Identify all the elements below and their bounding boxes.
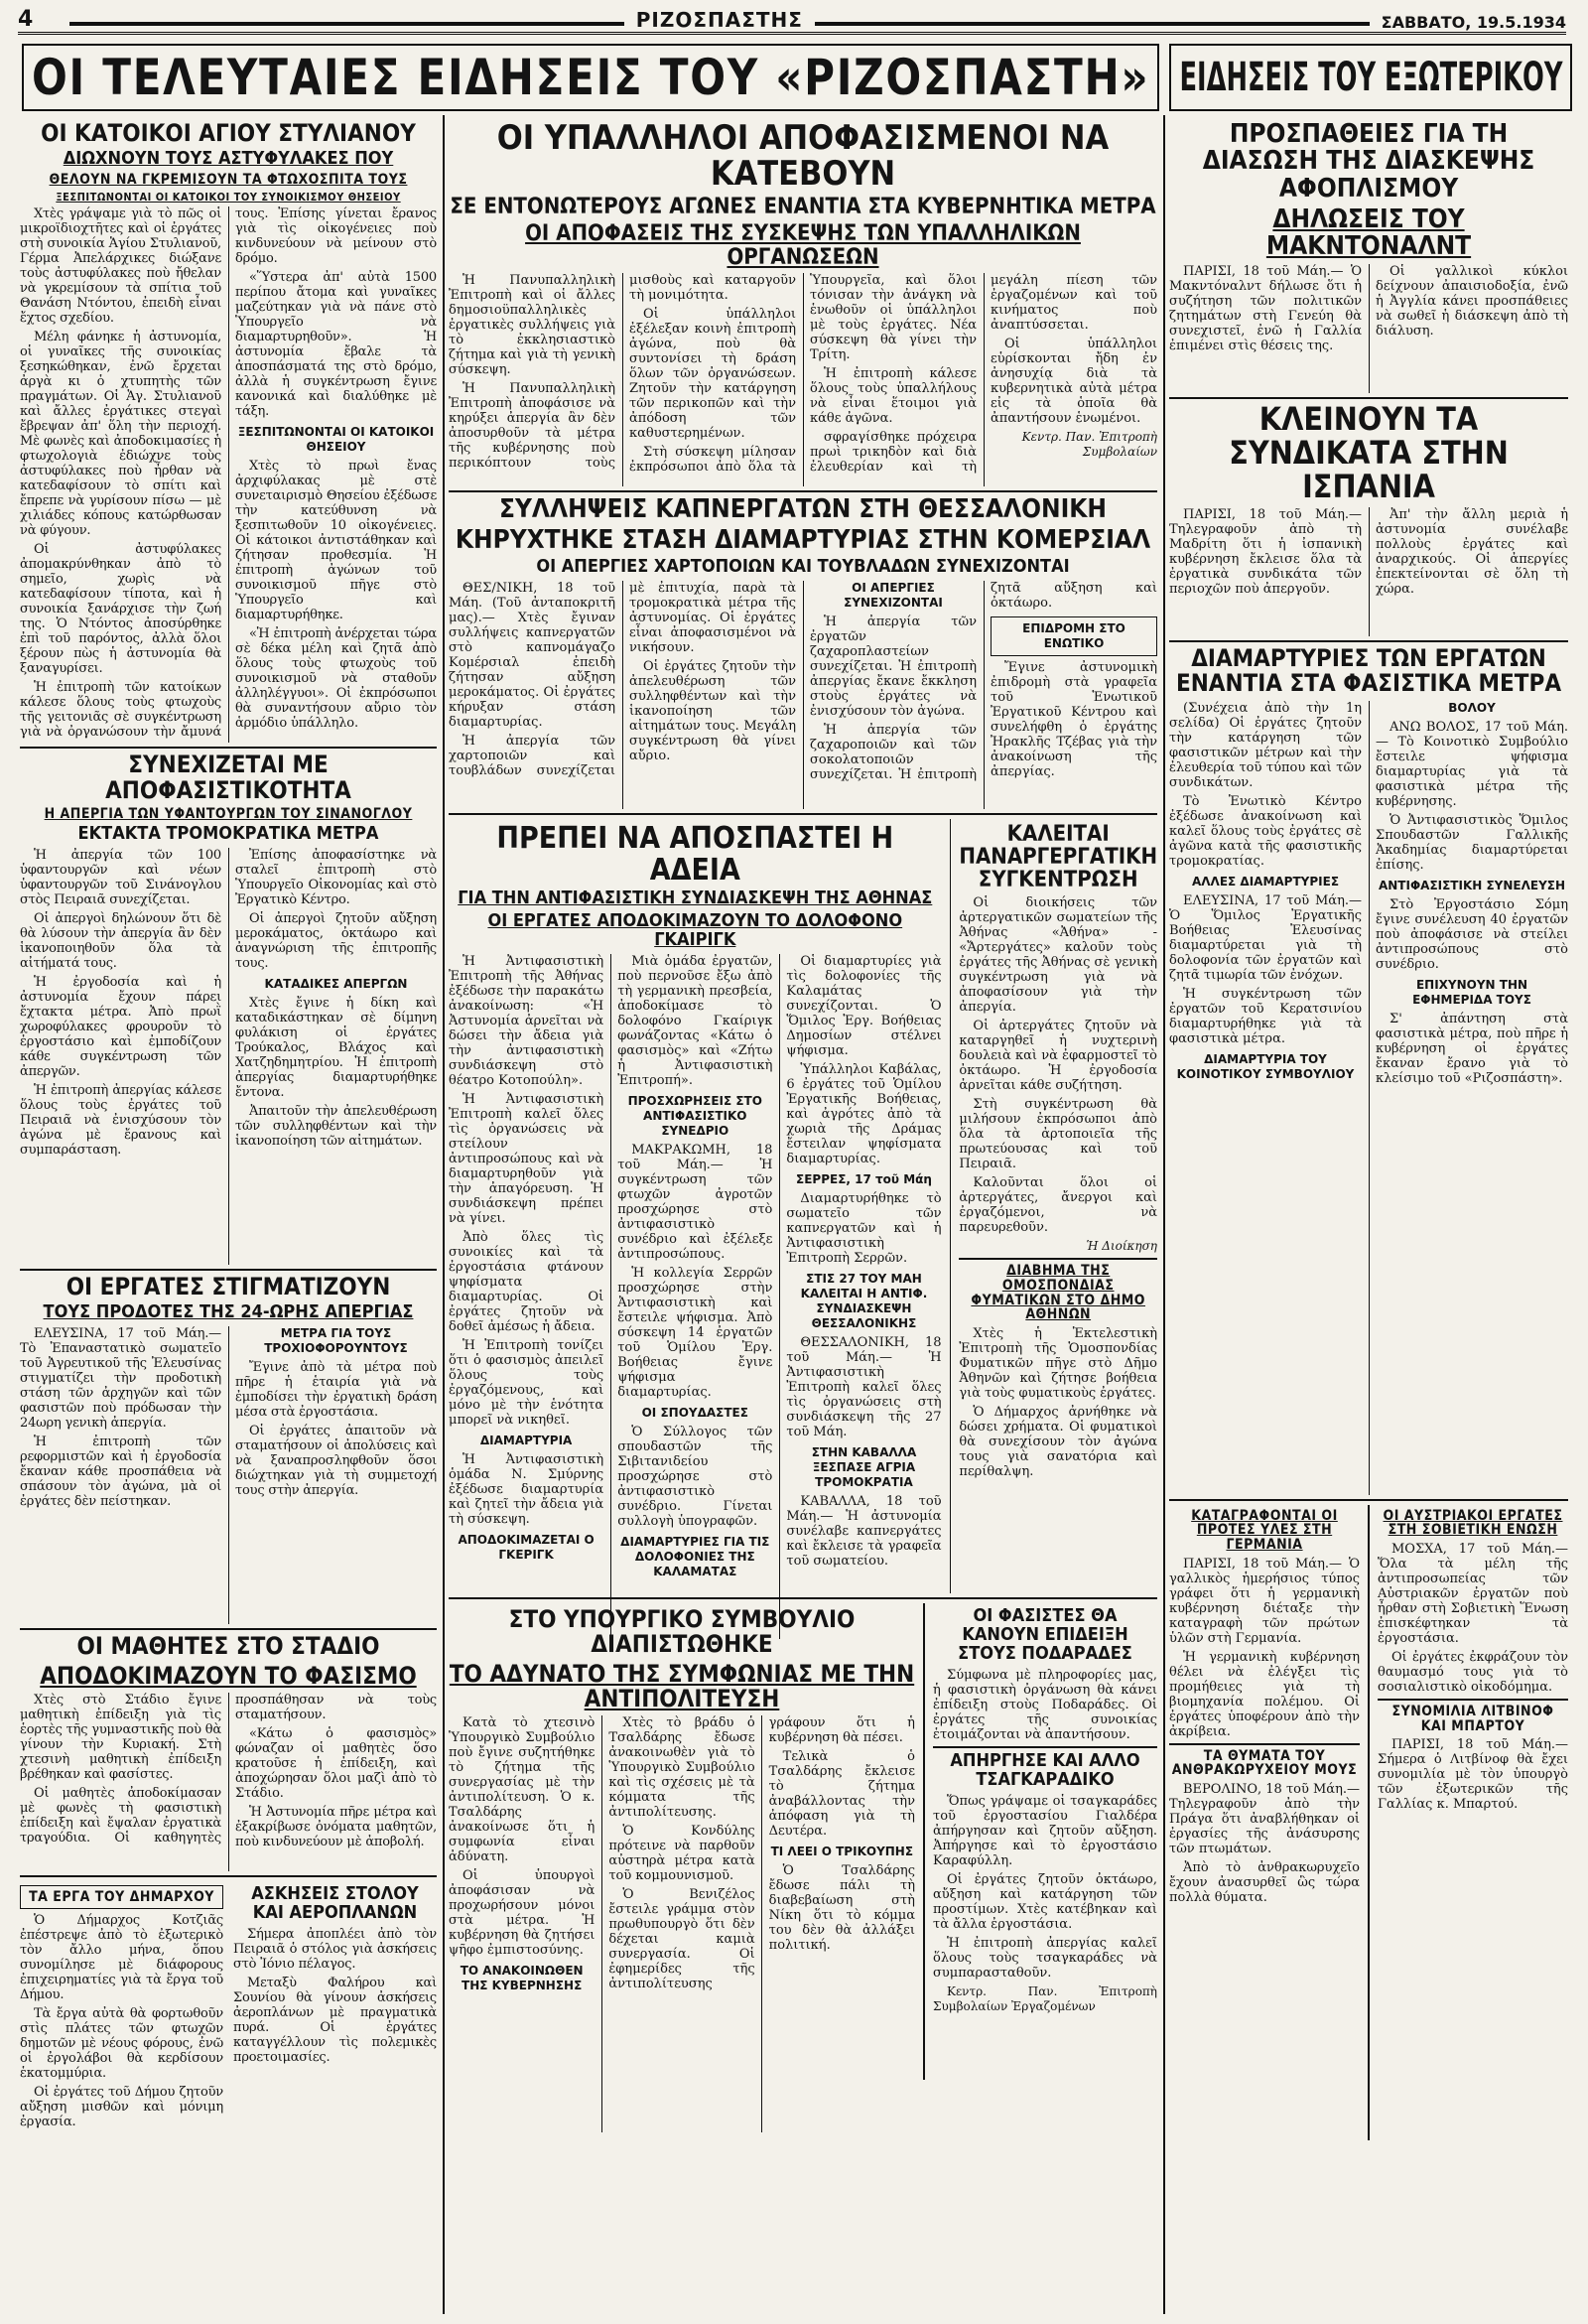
article-antifascist-conference	[449, 819, 942, 1593]
paragraph: Στὸ Ἐργοστάσιο Σόμη ἔγινε συνέλευση 40 ἐργατῶν ποὺ ἀποφάσισε νὰ στείλει ἀντιπροσώπους στὸ συνέδριο.	[1376, 896, 1568, 972]
section-subhead: ΔΙΑΜΑΡΤΥΡΙΑ ΤΟΥ ΚΟΙΝΟΤΙΚΟΥ ΣΥΜΒΟΥΛΙΟΥ ΒΟΛΟΥ	[1176, 700, 1496, 1081]
column-rule	[950, 819, 952, 1593]
section-rule	[20, 1269, 437, 1271]
section-rule	[449, 1597, 1157, 1599]
masthead-rule	[69, 22, 624, 26]
article-cabinet-council	[449, 1603, 915, 2132]
paragraph: Ἐπίσης ἀποφασίστηκε νὰ σταλεῖ ἐπιτροπὴ στὸ Ὑπουργεῖο Οἰκονομίας καὶ στὸ Ἐργατικὸ Κέντρο.	[235, 848, 437, 908]
section-subhead: ΣΕΡΡΕΣ, 17 τοῦ Μάη	[796, 1171, 932, 1186]
paragraph: Οἱ ἀπεργοὶ δηλώνουν ὅτι δὲ θὰ λύσουν τὴν ἀπεργία ἂν δὲν ἱκανοποιηθοῦν ὅλα τὰ αἰτήματά τους.	[20, 911, 221, 972]
paragraph: Οἱ γαλλικοὶ κύκλοι δείχνουν ἀπαισιοδοξία, ἐνῶ ἡ Ἀγγλία κάνει προσπάθειες νὰ σωθεῖ ἡ διάσκεψη ἀπὸ τὴ διάλυση.	[1376, 264, 1568, 340]
paragraph: Χτὲς γράψαμε γιὰ τὸ πῶς οἱ μικροϊδιοχτῆτες καὶ οἱ ἐργάτες στὴ συνοικία Ἁγίου Στυλιανοῦ, Γέρμα Ἀπελάρχικες διώξανε τοὺς ἀστυφύλακες ποὺ ἤθελαν νὰ γκρεμίσουν τὰ σπίτια τοῦ Θανάση Ντόντου, ἐπειδὴ εἶναι ἔχτος σχεδίου.	[20, 206, 221, 327]
paragraph: Ἡ ἐργοδοσία καὶ ἡ ἀστυνομία ἔχουν πάρει ἔχτακτα μέτρα. Ἀπὸ πρωῒ χωροφύλακες φρουροῦν τὸ ἐργοστάσιο καὶ ἐμποδίζουν κάθε συγκέντρωση τῶν ἀπεργῶν.	[20, 975, 221, 1080]
foreign-banner-title: ΕΙΔΗΣΕΙΣ ΤΟΥ ΕΞΩΤΕΡΙΚΟΥ	[1179, 55, 1563, 100]
section-subhead: ΕΠΙΧΥΝΟΥΝ ΤΗΝ ΕΦΗΜΕΡΙΔΑ ΤΟΥΣ	[1412, 977, 1531, 1007]
section-subhead: ΔΙΑΜΑΡΤΥΡΙΕΣ ΓΙΑ ΤΙΣ ΔΟΛΟΦΟΝΙΕΣ ΤΗΣ ΚΑΛΑΜΑΤΑΣ	[620, 1534, 770, 1578]
paragraph: Σύμφωνα μὲ πληροφορίες μας, ἡ φασιστικὴ ὀργάνωση θὰ κάνει ἐπίδειξη στοὺς Ποδαράδες. Οἱ ἐργάτες τῆς συνοικίας ἑτοιμάζονται νὰ ἀπαντήσουν.	[933, 1667, 1157, 1742]
paragraph: Ἡ συγκέντρωση τῶν ἐργατῶν τοῦ Κερατσινίου διαμαρτυρήθηκε γιὰ τὰ φασιστικὰ μέτρα.	[1169, 986, 1362, 1046]
headline: ΣΥΝΟΜΙΛΙΑ ΛΙΤΒΙΝΟΦ ΚΑΙ ΜΠΑΡΤΟΥ	[1391, 1704, 1554, 1734]
article-litvinov-barthou	[1378, 1705, 1568, 1812]
center-bottom-side	[933, 1603, 1157, 2132]
paragraph: ΚΑΒΑΛΛΑ, 18 τοῦ Μάη.— Ἡ ἀστυνομία συνέλαβε καπνεργάτες καὶ ἔκλεισε τὰ γραφεῖα τοῦ σωματείου.	[786, 1493, 942, 1569]
article-shoemakers-strike	[933, 1749, 1157, 1981]
paragraph: Ἡ ἀπεργία τῶν ἐργατῶν ζαχαροπλαστείων συνεχίζεται. Ἡ ἐπιτροπὴ ἀπεργίας ἔκανε ἔκκληση στοὺς ἐργάτες νὰ ἐνισχύσουν τὸν ἀγώνα.	[810, 615, 977, 720]
paragraph: Χτὲς τὸ πρωὶ ἔνας ἀρχιφύλακας μὲ στὲ συνεταιρισμὸ Θησείου ἐξέδωσε τὴν κατεύθυνση νὰ ξεσπιτωθοῦν 10 οἰκογένειες. Οἱ κάτοικοι ἀντιστάθηκαν καὶ ζήτησαν προθεσμία. Ἡ ἐπιτροπὴ ἀγώνων τοῦ συνοικισμοῦ πῆγε στὸ Ὑπουργεῖο καὶ διαμαρτυρήθηκε.	[235, 459, 437, 623]
paragraph: Σήμερα ἀποπλέει ἀπὸ τὸν Πειραιᾶ ὁ στόλος γιὰ ἀσκήσεις στὸ Ἰόνιο πέλαγος.	[233, 1926, 437, 1972]
article-tobacco-arrests	[449, 493, 1157, 809]
section-subhead: ΣΤΙΣ 27 ΤΟΥ ΜΑΗ ΚΑΛΕΙΤΑΙ Η ΑΝΤΙΦ. ΣΥΝΔΙΑΣΚΕΨΗ ΘΕΣΣΑΛΟΝΙΚΗΣ	[800, 1271, 928, 1330]
article-body	[449, 581, 1157, 809]
section-subhead: ΔΙΑΜΑΡΤΥΡΙΑ	[479, 1433, 573, 1447]
headline: ΣΥΛΛΗΨΕΙΣ ΚΑΠΝΕΡΓΑΤΩΝ ΣΤΗ ΘΕΣΣΑΛΟΝΙΚΗ	[498, 493, 1107, 524]
subheadline: ΞΕΣΠΙΤΩΝΟΝΤΑΙ ΟΙ ΚΑΤΟΙΚΟΙ ΤΟΥ ΣΥΝΟΙΚΙΣΜΟΥ ΘΗΣΕΙΟΥ	[56, 190, 401, 204]
article-agios-stylianos	[20, 121, 437, 743]
paragraph: Κεντρ. Παν. Ἐπιτροπὴ Συμβολαίων Ἐργαζομένων	[933, 1983, 1157, 2013]
section-rule	[449, 490, 1157, 492]
section-rule	[1169, 1499, 1568, 1501]
paragraph: Ἡ ἐπιτροπὴ τῶν ρεφορμιστῶν καὶ ἡ ἐργοδοσία ἔκαναν κάθε προσπάθεια νὰ σπάσουν τὸν ἀγώνα, μὰ οἱ ἐργάτες δὲν πείστηκαν.	[20, 1435, 221, 1510]
paragraph: «Ὕστερα ἀπ' αὐτὰ 1500 περίπου ἄτομα καὶ γυναῖκες μαζεύτηκαν γιὰ νὰ πάνε στὸ Ὑπουργεῖο νὰ διαμαρτυρηθοῦν». Ἡ ἀστυνομία ἔβαλε τὰ ἀποσπάσματά της στὸ δρόμο, ἀλλὰ ἡ συγκέντρωση ἔγινε κανονικά καὶ διαλύθηκε μὲ τάξη.	[235, 270, 437, 420]
section-subhead: ΣΤΗΝ ΚΑΒΑΛΛΑ ΞΕΣΠΑΣΕ ΑΓΡΙΑ ΤΡΟΜΟΚΡΑΤΙΑ	[811, 1444, 917, 1489]
masthead-rule	[815, 22, 1370, 26]
paragraph: Καλοῦνται ὅλοι οἱ ἀρτεργάτες, ἄνεργοι καὶ ἐργαζόμενοι, νὰ παρευρεθοῦν.	[959, 1175, 1157, 1236]
paragraph: Ἡ ἐπιτροπὴ κάλεσε ὅλους τοὺς ὑπαλλήλους νὰ εἶναι ἕτοιμοι γιὰ κάθε ἀγῶνα.	[810, 365, 977, 426]
paragraph: Οἱ ἐργάτες τοῦ Δήμου ζητοῦν αὔξηση μισθῶν καὶ μόνιμη ἐργασία.	[20, 2085, 223, 2130]
article-austrian-workers	[1378, 1509, 1568, 1695]
section-rule	[1378, 1699, 1568, 1701]
paragraph: Ἡ ἐπιτροπὴ ἀπεργίας καλεῖ ὅλους τοὺς τσαγκαράδες νὰ συμπαρασταθοῦν.	[933, 1935, 1157, 1981]
headline: ΟΙ ΥΠΑΛΛΗΛΟΙ ΑΠΟΦΑΣΙΣΜΕΝΟΙ ΝΑ ΚΑΤΕΒΟΥΝ	[496, 118, 1110, 194]
paragraph: Χτὲς τὸ βράδυ ὁ Τσαλδάρης ἔδωσε ἀνακοινωθὲν γιὰ τὸ Ὑπουργικὸ Συμβούλιο καὶ τὶς σχέσεις μὲ τὰ κόμματα τῆς ἀντιπολίτευσης.	[608, 1714, 755, 1820]
paragraph: Ὅπως γράψαμε οἱ τσαγκαράδες τοῦ ἐργοστασίου Γιαλδέρα ἀπήργησαν καὶ ζητοῦν αὔξηση. Ἀπήργησε καὶ τὸ ἐργοστάσιο Καραφύλλη.	[933, 1793, 1157, 1868]
article-students-stadium	[20, 1634, 437, 1870]
signature: Κεντρ. Παν. Ἐπιτροπὴ Συμβολαίων	[1021, 429, 1157, 459]
headline: ΣΥΝΕΧΙΖΕΤΑΙ ΜΕ ΑΠΟΦΑΣΙΣΤΙΚΟΤΗΤΑ	[105, 751, 351, 804]
paragraph: Ἡ Ἀστυνομία πῆρε μέτρα καὶ ἐξακρίβωσε ὀνόματα μαθητῶν, ποὺ κινδυνεύουν μὲ ἀποβολή.	[235, 1804, 437, 1849]
paragraph: Ἔγινε ἀστυνομικὴ ἐπιδρομὴ στὰ γραφεῖα τοῦ Ἑνωτικοῦ Ἐργατικοῦ Κέντρου καὶ συνελήφθη ὁ ἐργάτης Ἠρακλῆς Τζέβας γιὰ τὴν ἀνακοίνωση τῆς ἀπεργίας.	[991, 660, 1157, 780]
section-rule	[1169, 640, 1568, 642]
paragraph: Ἔγινε ἀπὸ τὰ μέτρα ποὺ πῆρε ἡ ἑταιρία γιὰ νὰ ἐμποδίσει τὴν ἐργατικὴ δράση μέσα στὰ ἐργοστάσια.	[235, 1360, 437, 1421]
paragraph: ΠΑΡΙΣΙ, 18 τοῦ Μάη.— Σήμερα ὁ Λιτβίνοφ θὰ ἔχει συνομιλία μὲ τὸν ὑπουργὸ τῶν ἐξωτερικῶν τῆς Γαλλίας κ. Μπαρτού.	[1378, 1737, 1568, 1813]
paragraph: ΕΛΕΥΣΙΝΑ, 17 τοῦ Μάη.— Ὁ Ὅμιλος Ἐργατικῆς Βοήθειας Ἐλευσίνας διαμαρτύρεται γιὰ τὴ δολοφονία τῶν ἐργατῶν καὶ ζητᾶ τιμωρία τῶν ἐνόχων.	[1169, 892, 1362, 983]
section-subhead: ΑΛΛΕΣ ΔΙΑΜΑΡΤΥΡΙΕΣ	[1191, 874, 1340, 889]
section-rule	[1169, 397, 1568, 399]
paragraph: Οἱ ὑπάλληλοι ἐξέλεξαν κοινὴ ἐπιτροπὴ ἀγώνα, ποὺ θὰ συντονίσει τὴ δράση ὅλων τῶν ὀργανώσεων. Ζητοῦν τὴν κατάργηση τῶν περικοπῶν καὶ τὴν ἀπόδοση τῶν καθυστερημένων.	[629, 306, 796, 441]
subheadline: ΤΟ ΑΔΥΝΑΤΟ ΤΗΣ ΣΥΜΦΩΝΙΑΣ ΜΕ ΤΗΝ ΑΝΤΙΠΟΛΙΤΕΥΣΗ	[449, 1659, 915, 1712]
column-rule	[923, 1603, 925, 2080]
section-subhead: ΤΟ ΑΝΑΚΟΙΝΩΘΕΝ ΤΗΣ ΚΥΒΕΡΝΗΣΗΣ	[460, 1963, 584, 1992]
paragraph: (Συνέχεια ἀπὸ τὴν 1η σελίδα) Οἱ ἐργάτες ζητοῦν τὴν κατάργηση τῶν φασιστικῶν μέτρων καὶ τὴν ἐλευθερία τοῦ τύπου καὶ τῶν συνδικάτων.	[1169, 700, 1362, 790]
right-bottom-left	[1169, 1505, 1360, 2140]
headline: ΟΙ ΦΑΣΙΣΤΕΣ ΘΑ ΚΑΝΟΥΝ ΕΠΙΔΕΙΞΗ ΣΤΟΥΣ ΠΟΔΑΡΑΔΕΣ	[958, 1605, 1132, 1664]
subheadline: ΑΠΟΔΟΚΙΜΑΖΟΥΝ ΤΟ ΦΑΣΙΣΜΟ	[40, 1661, 417, 1690]
paragraph: Οἱ μαθητὲς ἀποδοκίμασαν μὲ φωνὲς τὴ φασιστικὴ ἐπίδειξη καὶ ἔψαλαν ἐργατικὰ τραγούδια. Οἱ καθηγητὲς προσπάθησαν νὰ τοὺς σταματήσουν.	[20, 1692, 437, 1846]
headline: ΤΑ ΘΥΜΑΤΑ ΤΟΥ ΑΝΘΡΑΚΩΡΥΧΕΙΟΥ ΜΟΥΣ	[1171, 1747, 1358, 1779]
page-number: 4	[18, 7, 34, 32]
paragraph: Στὴ σύσκεψη μίλησαν ἐκπρόσωποι ἀπὸ ὅλα τὰ Ὑπουργεῖα, καὶ ὅλοι τόνισαν τὴν ἀνάγκη νὰ ἑνωθοῦν οἱ ὑπάλληλοι μὲ τοὺς ἐργάτες. Νέα σύσκεψη θὰ γίνει τὴν Τρίτη.	[629, 272, 977, 475]
headline: ΔΙΑΜΑΡΤΥΡΙΕΣ ΤΩΝ ΕΡΓΑΤΩΝ ΕΝΑΝΤΙΑ ΣΤΑ ΦΑΣΙΣΤΙΚΑ ΜΕΤΡΑ	[1175, 644, 1562, 698]
paragraph: Ὁ Κονδύλης πρότεινε νὰ παρθοῦν αὐστηρὰ μέτρα κατὰ τοῦ κομμουνισμοῦ.	[608, 1823, 755, 1883]
paragraph: Ἡ ἀπεργία τῶν 100 ὑφαντουργῶν καὶ νέων ὑφαντουργῶν τοῦ Σινάνογλου στὸς Πειραιᾶ συνεχίζεται.	[20, 848, 221, 908]
center-bottom-row	[449, 1603, 1157, 2132]
paragraph: Ἡ ἐπιτροπὴ τῶν κατοίκων κάλεσε ὅλους τοὺς φτωχοὺς τῆς γειτονιᾶς σὲ συγκέντρωση γιὰ νὰ ὀργανώσουν τὴν ἄμυνά τους. Ἐπίσης γίνεται ἔρανος γιὰ τὶς οἰκογένειες ποὺ κινδυνεύουν νὰ μείνουν στὸ δρόμο.	[20, 206, 437, 741]
headline: ΑΣΚΗΣΕΙΣ ΣΤΟΛΟΥ ΚΑΙ ΑΕΡΟΠΛΑΝΩΝ	[251, 1882, 419, 1923]
headline: ΟΙ ΑΥΣΤΡΙΑΚΟΙ ΕΡΓΑΤΕΣ ΣΤΗ ΣΟΒΙΕΤΙΚΗ ΕΝΩΣΗ	[1383, 1507, 1563, 1539]
paragraph: «Κάτω ὁ φασισμὸς» φώναζαν οἱ μαθητὲς ὅσο κρατοῦσε ἡ ἐπίδειξη, καὶ ἀποχώρησαν ὅλοι μαζὶ ἀπὸ τὸ Στάδιο.	[235, 1725, 437, 1801]
paragraph: ΠΑΡΙΣΙ, 18 τοῦ Μάη.— Ὁ Μακντόναλντ δήλωσε ὅτι ἡ συζήτηση τῶν πολιτικῶν ζητημάτων στὴ Γενεύη θὰ συνεχιστεῖ, ἐνῶ ἡ Γαλλία ἐπιμένει στὶς θέσεις της.	[1169, 264, 1362, 354]
section-subhead: ΑΝΤΙΦΑΣΙΣΤΙΚΗ ΣΥΝΕΛΕΥΣΗ	[1378, 878, 1566, 892]
headline: ΚΑΤΑΓΡΑΦΟΝΤΑΙ ΟΙ ΠΡΟΤΕΣ ΥΛΕΣ ΣΤΗ ΓΕΡΜΑΝΙΑ	[1191, 1507, 1338, 1554]
article-civil-servants	[449, 118, 1157, 486]
paragraph: Ἀπαιτοῦν τὴν ἀπελευθέρωση τῶν συλληφθέντων καὶ τὴν ἱκανοποίηση τῶν αἰτημάτων.	[235, 1104, 437, 1150]
headline: ΟΙ ΚΑΤΟΙΚΟΙ ΑΓΙΟΥ ΣΤΥΛΙΑΝΟΥ	[41, 119, 416, 147]
paragraph: Τὸ Ἑνωτικὸ Κέντρο ἐξέδωσε ἀνακοίνωση καὶ καλεῖ ὅλους τοὺς ἐργάτες σὲ ἀγῶνα κατὰ τῆς φασιστικῆς τρομοκρατίας.	[1169, 793, 1362, 869]
subheadline: ΤΟΥΣ ΠΡΟΔΟΤΕΣ ΤΗΣ 24-ΩΡΗΣ ΑΠΕΡΓΙΑΣ	[43, 1301, 414, 1323]
article-body	[20, 848, 437, 1265]
paragraph: Ἡ γερμανικὴ κυβέρνηση θέλει νὰ ἐλέγξει τὶς προμήθειες γιὰ τὴ βιομηχανία πολέμου. Οἱ ἐργάτες ὑποφέρουν ἀπὸ τὴν ἀκρίβεια.	[1169, 1649, 1360, 1739]
paragraph: ΠΑΡΙΣΙ, 18 τοῦ Μάη.— Ὁ γαλλικὸς ἡμερήσιος τύπος γράφει ὅτι ἡ γερμανικὴ κυβέρνηση διέταξε τὴν καταγραφὴ τῶν πρώτων ὑλῶν στὴ Γερμανία.	[1169, 1556, 1360, 1646]
paragraph: Τελικὰ ὁ Τσαλδάρης ἔκλεισε τὸ ζήτημα ἀναβάλλοντας τὴν ἀπόφαση γιὰ τὴ Δευτέρα.	[768, 1748, 915, 1839]
section-subhead: ΜΕΤΡΑ ΓΙΑ ΤΟΥΣ ΤΡΟΧΙΟΦΟΡΟΥΝΤΟΥΣ	[264, 1326, 408, 1356]
paragraph: Ἡ ἀπεργία τῶν χαρτοποιῶν καὶ τουβλάδων συνεχίζεται μὲ ἐπιτυχία, παρὰ τὰ τρομοκρατικὰ μέτρα τῆς ἀστυνομίας. Οἱ ἐργάτες εἶναι ἀποφασισμένοι νὰ νικήσουν.	[449, 581, 796, 779]
article-body	[20, 1326, 437, 1624]
paragraph: Ἡ κολλεγία Σερρῶν προσχώρησε στὴν Ἀντιφασιστικὴ καὶ ἔστειλε ψήφισμα. Ἀπὸ σύσκεψη 14 ἐργατῶν τοῦ Ὁμίλου Ἐργ. Βοήθειας ἔγινε ψήφισμα διαμαρτυρίας.	[617, 1265, 773, 1400]
section-subhead: ΠΡΟΣΧΩΡΗΣΕΙΣ ΣΤΟ ΑΝΤΙΦΑΣΙΣΤΙΚΟ ΣΥΝΕΔΡΙΟ	[627, 1093, 762, 1138]
section-rule	[1169, 1743, 1360, 1745]
article-mine-victims	[1169, 1749, 1360, 1905]
headline: ΟΙ ΜΑΘΗΤΕΣ ΣΤΟ ΣΤΑΔΙΟ	[76, 1632, 380, 1661]
paragraph: ΒΕΡΟΛΙΝΟ, 18 τοῦ Μάη.— Τηλεγραφοῦν ἀπὸ τὴν Πράγα ὅτι ἀναβλήθηκαν οἱ ἐργασίες τῆς ἀνάσυρσης τῶν πτωμάτων.	[1169, 1782, 1361, 1857]
subheadline: Η ΑΠΕΡΓΙΑ ΤΩΝ ΥΦΑΝΤΟΥΡΓΩΝ ΤΟΥ ΣΙΝΑΝΟΓΛΟΥ	[44, 805, 413, 822]
boxed-subhead: ΕΠΙΔΡΟΜΗ ΣΤΟ ΕΝΩΤΙΚΟ	[991, 616, 1157, 656]
headline: ΤΑ ΕΡΓΑ ΤΟΥ ΔΗΜΑΡΧΟΥ	[20, 1885, 223, 1910]
paragraph: σφραγίσθηκε πρόχειρα πρωὶ τρικηδὸν καὶ διὰ ἐλευθερίαν καὶ τὴ μεγάλη πίεση τῶν ἐργαζομένων καὶ τοῦ κινήματος ποὺ ἀναπτύσσεται.	[810, 272, 1157, 475]
headline: ΣΤΟ ΥΠΟΥΡΓΙΚΟ ΣΥΜΒΟΥΛΙΟ ΔΙΑΠΙΣΤΩΘΗΚΕ	[508, 1605, 856, 1659]
paragraph: ΜΑΚΡΑΚΩΜΗ, 18 τοῦ Μάη.— Ἡ συγκέντρωση τῶν φτωχῶν ἀγροτῶν προσχώρησε στὸ ἀντιφασιστικὸ συνέδριο καὶ ἐξέλεξε ἀντιπροσώπους.	[617, 1142, 773, 1262]
paragraph: Στὴ συγκέντρωση θὰ μιλήσουν ἐκπρόσωποι ἀπὸ ὅλα τὰ ἀρτοποιεῖα τῆς πρωτεύουσας καὶ τοῦ Πειραιᾶ.	[959, 1097, 1157, 1172]
column-rule	[1368, 1505, 1370, 2140]
paragraph: ΕΛΕΥΣΙΝΑ, 17 τοῦ Μάη.— Τὸ Ἐπαναστατικὸ σωματεῖο τοῦ Ἀγρευτικοῦ τῆς Ἐλευσίνας στιγματίζει τὴν προδοτικὴ στάση τῶν ἀρχηγῶν καὶ τῶν φασιστῶν ποὺ πρόδωσαν τὴν 24ωρη γενικὴ ἀπεργία.	[20, 1326, 221, 1432]
article-workers-protests	[1169, 646, 1568, 1494]
paragraph: ΑΝΩ ΒΟΛΟΣ, 17 τοῦ Μάη.— Τὸ Κοινοτικὸ Συμβούλιο ἔστειλε ψήφισμα διαμαρτυρίας γιὰ τὰ φασιστικὰ μέτρα τῆς κυβέρνησης.	[1376, 719, 1568, 809]
headline: ΠΡΕΠΕΙ ΝΑ ΑΠΟΣΠΑΣΤΕΙ Η ΑΔΕΙΑ	[496, 821, 894, 888]
issue-date: ΣΑΒΒΑΤΟ, 19.5.1934	[1381, 13, 1566, 32]
article-tuberculosis-federation	[959, 1264, 1157, 1479]
subheadline: ΟΙ ΑΠΕΡΓΙΕΣ ΧΑΡΤΟΠΟΙΩΝ ΚΑΙ ΤΟΥΒΛΑΔΩΝ ΣΥΝΕΧΙΖΟΝΤΑΙ	[536, 556, 1070, 578]
article-body	[20, 1693, 437, 1871]
right-bottom-right	[1378, 1505, 1568, 2140]
article-sinanoglou-strike	[20, 752, 437, 1265]
paragraph: ΜΟΣΧΑ, 17 τοῦ Μάη.— Ὅλα τὰ μέλη τῆς ἀντιπροσωπείας τῶν Αὐστριακῶν ἐργατῶν ποὺ ἦρθαν στὴ Σοβιετικὴ Ἕνωση ἐπισκέφτηκαν τὰ ἐργοστάσια.	[1378, 1542, 1568, 1647]
subheadline: ΟΙ ΑΠΟΦΑΣΕΙΣ ΤΗΣ ΣΥΣΚΕΨΗΣ ΤΩΝ ΥΠΑΛΛΗΛΙΚΩΝ ΟΡΓΑΝΩΣΕΩΝ	[525, 221, 1081, 270]
section-subhead: ΟΙ ΣΠΟΥΔΑΣΤΕΣ	[641, 1405, 748, 1420]
headline: ΟΙ ΕΡΓΑΤΕΣ ΣΤΙΓΜΑΤΙΖΟΥΝ	[66, 1273, 391, 1301]
paragraph: Ὁ Σύλλογος τῶν σπουδαστῶν τῆς Σιβιτανιδείου προσχώρησε στὸ ἀντιφασιστικὸ συνέδριο. Γίνεται συλλογὴ ὑπογραφῶν.	[617, 1424, 773, 1529]
subheadline: ΚΗΡΥΧΤΗΚΕ ΣΤΑΣΗ ΔΙΑΜΑΡΤΥΡΙΑΣ ΣΤΗΝ ΚΟΜΕΡΣΙΑΛ	[455, 524, 1151, 555]
section-rule	[20, 747, 437, 749]
paragraph: Χτὲς ἡ Ἐκτελεστικὴ Ἐπιτροπὴ τῆς Ὁμοσπονδίας Φυματικῶν πῆγε στὸ Δῆμο Ἀθηνῶν καὶ ζήτησε βοήθεια γιὰ τοὺς φυματικοὺς ἐργάτες.	[959, 1326, 1157, 1402]
paragraph: Οἱ ἀρτεργάτες ζητοῦν νὰ καταργηθεῖ ἡ νυχτερινὴ δουλειὰ καὶ νὰ ἐφαρμοστεῖ τὸ ὀκτάωρο. Ἡ ἐργοδοσία ἀρνεῖται κάθε συζήτηση.	[959, 1019, 1157, 1094]
bottom-left-row	[20, 1881, 437, 2134]
right-bottom-row	[1169, 1505, 1568, 2140]
article-fascists-podarades	[933, 1607, 1157, 1742]
section-subhead: ΟΙ ΑΠΕΡΓΙΕΣ ΣΥΝΕΧΙΖΟΝΤΑΙ	[844, 581, 943, 611]
paragraph: Ὑπάλληλοι Καβάλας, 6 ἐργάτες τοῦ Ὁμίλου Ἐργατικῆς Βοήθειας, καὶ ἀγρότες ἀπὸ τὰ χωριὰ τῆς Δράμας ἔστειλαν ψηφίσματα διαμαρτυρίας.	[786, 1061, 942, 1166]
article-germany-raw-materials	[1169, 1509, 1360, 1739]
paragraph: Ἡ ἐπιτροπὴ ἀπεργίας κάλεσε ὅλους τοὺς ἐργάτες τοῦ Πειραιᾶ νὰ ἐνισχύσουν τὸν ἀγώνα μὲ ἔρανους καὶ συμπαράσταση.	[20, 1083, 221, 1159]
paragraph: Οἱ διοικήσεις τῶν ἀρτεργατικῶν σωματείων τῆς Ἀθήνας «Ἀθήνα» - «Ἄρτεργάτες» καλοῦν τοὺς ἐργάτες τῆς Ἀθήνας σὲ γενικὴ συγκέντρωση γιὰ νὰ ἀποφασίσουν γιὰ τὴν ἀπεργία.	[959, 895, 1157, 1016]
paragraph: Ἡ Πανυπαλληλικὴ Ἐπιτροπὴ καὶ οἱ ἄλλες δημοσιοϋπαλληλικὲς ἐργατικὲς συλλήψεις γιὰ τὸ ἐκκλησιαστικὸ ζήτημα καὶ γιὰ τὴ γενικὴ σύσκεψη.	[449, 272, 615, 377]
section-rule	[20, 1875, 437, 1877]
paragraph: ΠΑΡΙΣΙ, 18 τοῦ Μάη.— Τηλεγραφοῦν ἀπὸ τὴ Μαδρίτη ὅτι ἡ ἰσπανικὴ κυβέρνηση ἔκλεισε ὅλα τὰ ἐργατικὰ συνδικάτα τῶν περιοχῶν ποὺ ἀπεργοῦν.	[1169, 507, 1362, 598]
paragraph: Οἱ ἐργάτες ἀπαιτοῦν νὰ σταματήσουν οἱ ἀπολύσεις καὶ νὰ ξαναπροσληφθοῦν ὅσοι διώχτηκαν γιὰ τὴ συμμετοχή τους στὴν ἀπεργία.	[235, 1424, 437, 1499]
column-rule	[1163, 115, 1165, 2314]
article-body	[1169, 507, 1568, 636]
article-fleet-exercises	[233, 1881, 437, 2134]
paper-name: ΡΙΖΟΣΠΑΣΤΗΣ	[635, 8, 803, 32]
paragraph: Ἡ Ἀντιφασιστικὴ ὁμάδα Ν. Σμύρνης ἐξέδωσε διαμαρτυρία καὶ ζητεῖ τὴν ἄδεια γιὰ τὴ σύσκεψη.	[449, 1451, 604, 1527]
section-rule	[449, 813, 1157, 815]
subheadline: ΣΕ ΕΝΤΟΝΩΤΕΡΟΥΣ ΑΓΩΝΕΣ ΕΝΑΝΤΙΑ ΣΤΑ ΚΥΒΕΡΝΗΤΙΚΑ ΜΕΤΡΑ	[450, 195, 1156, 220]
article-body	[1169, 264, 1568, 393]
main-banner-title: ΟΙ ΤΕΛΕΥΤΑΙΕΣ ΕΙΔΗΣΕΙΣ ΤΟΥ «ΡΙΖΟΣΠΑΣΤΗ»	[31, 49, 1150, 106]
paragraph: Ἡ Ἀντιφασιστικὴ Ἐπιτροπὴ τῆς Ἀθήνας ἐξέδωσε τὴν παρακάτω ἀνακοίνωση: «Ἡ Ἀστυνομία ἀρνεῖται νὰ δώσει τὴν ἄδεια γιὰ τὴν ἀντιφασιστικὴ συνδιάσκεψη στὸ θέατρο Κοτοπούλη».	[449, 953, 604, 1088]
subheadline: ΟΙ ΕΡΓΑΤΕΣ ΑΠΟΔΟΚΙΜΑΖΟΥΝ ΤΟ ΔΟΛΟΦΟΝΟ ΓΚΑΙΡΙΓΚ	[487, 910, 903, 950]
paragraph: Ἀπ' τὴν ἄλλη μεριὰ ἡ ἀστυνομία συνέλαβε πολλοὺς ἐργάτες καὶ ἀναρχικούς. Οἱ ἀπεργίες ἐπεκτείνονται σὲ ὅλη τὴ χώρα.	[1376, 507, 1568, 598]
paragraph: Οἱ ἀστυφύλακες ἀπομακρύνθηκαν ἀπὸ τὸ σημεῖο, χωρὶς νὰ κατεδαφίσουν τίποτα, καὶ ἡ συνοικία ξανάρχισε τὴν ζωή της. Ὁ Ντόντος ἀποσύρθηκε ἐπὶ τοῦ παρόντος, ἀλλὰ ὅλοι ξέρουν πὼς ἡ ἀστυνομία θὰ ξαναγυρίσει.	[20, 542, 221, 677]
paragraph: Οἱ διαμαρτυρίες γιὰ τὶς δολοφονίες τῆς Καλαμάτας συνεχίζονται. Ὁ Ὅμιλος Ἐργ. Βοήθειας Δημοσίων στέλνει ψήφισμα.	[786, 953, 942, 1058]
article-traitors-strike	[20, 1275, 437, 1624]
paragraph: Οἱ ὑπουργοὶ ἀποφάσισαν νὰ προχωρήσουν μόνοι στὰ μέτρα. Ἡ κυβέρνηση θὰ ζητήσει ψῆφο ἐμπιστοσύνης.	[449, 1867, 596, 1958]
section-rule	[959, 1258, 1157, 1260]
paragraph: Χτὲς στὸ Στάδιο ἔγινε μαθητικὴ ἐπίδειξη γιὰ τὶς ἑορτὲς τῆς γυμναστικῆς ποὺ θὰ γίνουν τὴν Κυριακή. Στὴ χτεσινὴ μαθητικὴ ἐπίδειξη βρέθηκαν καὶ φασίστες.	[20, 1692, 221, 1782]
article-body	[449, 1715, 915, 2132]
paragraph: Ἀπὸ ὅλες τὶς συνοικίες καὶ τὰ ἐργοστάσια φτάνουν ψηφίσματα διαμαρτυρίας. Οἱ ἐργάτες ζητοῦν νὰ δοθεῖ ἀμέσως ἡ ἄδεια.	[449, 1229, 604, 1334]
article-body	[20, 206, 437, 743]
paragraph: Ἡ ἀπεργία τῶν ζαχαροποιῶν καὶ τῶν σοκολατοποιῶν συνεχίζεται. Ἡ ἐπιτροπὴ ζητᾶ αὔξηση καὶ ὀκτάωρο.	[810, 581, 1157, 783]
paragraph: Ὁ Τσαλδάρης ἔδωσε πάλι τὴ διαβεβαίωση στὴ Νίκη ὅτι τὸ κόμμα του δὲν θὰ ἀλλάξει πολιτική.	[768, 1862, 915, 1953]
subheadline: ΕΚΤΑΚΤΑ ΤΡΟΜΟΚΡΑΤΙΚΑ ΜΕΤΡΑ	[77, 823, 379, 845]
paragraph: Ὁ Δήμαρχος Κοτζιᾶς ἐπέστρεψε ἀπὸ τὸ ἐξωτερικὸ τὸν ἄλλο μήνα, ὅπου συνομίλησε μὲ διάφορους ἐπιχειρηματίες γιὰ τὰ ἔργα τοῦ Δήμου.	[20, 1913, 223, 2003]
headline: ΚΑΛΕΙΤΑΙ ΠΑΝΑΡΓΕΡΓΑΤΙΚΗ ΣΥΓΚΕΝΤΡΩΣΗ	[959, 822, 1157, 893]
paragraph: Ἀπὸ τὸ ἀνθρακωρυχεῖο ἔχουν ἀνασυρθεῖ ὣς τώρα πολλὰ θύματα.	[1169, 1860, 1360, 1906]
section-rule	[20, 1628, 437, 1630]
paragraph: Σ' ἀπάντηση στὰ φασιστικὰ μέτρα, ποὺ πῆρε ἡ κυβέρνηση οἱ ἐργάτες ἔκαναν ἔρανο γιὰ τὸ κλείσιμο τοῦ «Ριζοσπάστη».	[1376, 1011, 1568, 1086]
paragraph: Ὁ Βενιζέλος ἔστειλε γράμμα στὸν πρωθυπουργὸ ὅτι δὲν δέχεται καμιὰ συνεργασία. Οἱ ἐφημερίδες τῆς ἀντιπολίτευσης γράφουν ὅτι ἡ κυβέρνηση θὰ πέσει.	[608, 1714, 915, 1991]
paragraph: Μιὰ ὁμάδα ἐργατῶν, ποὺ περνοῦσε ἔξω ἀπὸ τὴ γερμανικὴ πρεσβεία, ἀποδοκίμασε τὸ δολοφόνο Γκαίριγκ φωνάζοντας «Κάτω ὁ φασισμὸς» καὶ «Ζήτω ἡ Ἀντιφασιστικὴ Ἐπιτροπή».	[617, 953, 773, 1088]
section-rule	[933, 1746, 1157, 1748]
paragraph: Κατὰ τὸ χτεσινὸ Ὑπουργικὸ Συμβούλιο ποὺ ἔγινε συζητήθηκε τὸ ζήτημα τῆς συνεργασίας μὲ τὴν ἀντιπολίτευση. Ὁ κ. Τσαλδάρης ἀνακοίνωσε ὅτι ἡ συμφωνία εἶναι ἀδύνατη.	[449, 1714, 596, 1864]
section-subhead: ΤΙ ΛΕΕΙ Ο ΤΡΙΚΟΥΠΗΣ	[770, 1844, 914, 1858]
center-column	[449, 117, 1157, 2316]
headline: ΔΙΑΒΗΜΑ ΤΗΣ ΟΜΟΣΠΟΝΔΙΑΣ ΦΥΜΑΤΙΚΩΝ ΣΤΟ ΔΗΜΟ ΑΘΗΝΩΝ	[971, 1263, 1145, 1323]
headline: ΠΡΟΣΠΑΘΕΙΕΣ ΓΙΑ ΤΗ ΔΙΑΣΩΣΗ ΤΗΣ ΔΙΑΣΚΕΨΗΣ ΑΦΟΠΛΙΣΜΟΥ	[1202, 119, 1535, 204]
paragraph: Μεταξὺ Φαλήρου καὶ Σουνίου θὰ γίνουν ἀσκήσεις ἀεροπλάνων μὲ πραγματικὰ πυρά. Οἱ ἐργάτες καταγγέλλουν τὶς πολεμικὲς προετοιμασίες.	[233, 1975, 437, 2065]
headline: ΑΠΗΡΓΗΣΕ ΚΑΙ ΑΛΛΟ ΤΣΑΓΚΑΡΑΔΙΚΟ	[950, 1749, 1140, 1790]
article-spain-unions	[1169, 400, 1568, 636]
subheadline: ΔΙΩΧΝΟΥΝ ΤΟΥΣ ΑΣΤΥΦΥΛΑΚΕΣ ΠΟΥ	[63, 148, 394, 170]
paragraph: Ἡ Ἀντιφασιστικὴ Ἐπιτροπὴ καλεῖ ὅλες τὶς ὀργανώσεις νὰ στείλουν ἀντιπροσώπους καὶ νὰ διαμαρτυρηθοῦν γιὰ τὴν ἀπαγόρευση. Ἡ συνδιάσκεψη πρέπει νὰ γίνει.	[449, 1091, 604, 1226]
paragraph: Οἱ ὑπάλληλοι εὑρίσκονται ἤδη ἐν ἀνησυχίᾳ διὰ τὰ κυβερνητικὰ αὐτὰ μέτρα εἰς τὰ ὁποῖα θὰ ἀπαντήσουν ἑνωμένοι.	[991, 336, 1157, 426]
paragraph: Οἱ ἀπεργοὶ ζητοῦν αὔξηση μεροκάματος, ὀκτάωρο καὶ ἀναγνώριση τῆς ἐπιτροπῆς τους.	[235, 911, 437, 972]
paragraph: ΘΕΣΣΑΛΟΝΙΚΗ, 18 τοῦ Μάη.— Ἡ Ἀντιφασιστικὴ Ἐπιτροπὴ καλεῖ ὅλες τὶς ὀργανώσεις στὴ συνδιάσκεψη τῆς 27 τοῦ Μάη.	[786, 1334, 942, 1439]
section-subhead: ΞΕΣΠΙΤΩΝΟΝΤΑΙ ΟΙ ΚΑΤΟΙΚΟΙ ΘΗΣΕΙΟΥ	[237, 425, 435, 455]
paragraph: Διαμαρτυρήθηκε τὸ σωματεῖο τῶν καπνεργατῶν καὶ ἡ Ἀντιφασιστικὴ Ἐπιτροπὴ Σερρῶν.	[786, 1190, 942, 1266]
paragraph: Χτὲς ἔγινε ἡ δίκη καὶ καταδικάστηκαν σὲ δίμηνη φυλάκιση οἱ ἐργάτες Τρούκαλος, Βλάχος καὶ Χατζηδημητρίου. Ἡ ἐπιτροπὴ ἀπεργίας διαμαρτυρήθηκε ἔντονα.	[235, 996, 437, 1101]
signature: Ἡ Διοίκηση	[1086, 1239, 1157, 1254]
paragraph: Ἡ Πανυπαλληλικὴ Ἐπιτροπὴ ἀποφάσισε νὰ κηρύξει ἀπεργία ἂν δὲν ἀποσυρθοῦν τὰ μέτρα τῆς κυβέρνησης ποὺ περικόπτουν τοὺς μισθοὺς καὶ καταργοῦν τὴ μονιμότητα.	[449, 272, 796, 471]
paragraph: Ἡ Ἐπιτροπὴ τονίζει ὅτι ὁ φασισμὸς ἀπειλεῖ ὅλους τοὺς ἐργαζόμενους, καὶ μόνο μὲ τὴν ἑνότητα μπορεῖ νὰ νικηθεῖ.	[449, 1337, 604, 1428]
center-lower-row	[449, 819, 1157, 1593]
masthead	[18, 4, 1566, 35]
paragraph: Ὁ Ἀντιφασιστικὸς Ὅμιλος Σπουδαστῶν Γαλλικῆς Ἀκαδημίας διαμαρτύρεται ἐπίσης.	[1376, 812, 1568, 873]
article-body	[449, 273, 1157, 486]
article-body	[449, 954, 942, 1639]
paragraph: Ὁ Δήμαρχος ἀρνήθηκε νὰ δώσει χρήματα. Οἱ φυματικοὶ θὰ συνεχίσουν τὸν ἀγώνα τους γιὰ σανατόρια καὶ περίθαλψη.	[959, 1405, 1157, 1480]
article-disarmament	[1169, 121, 1568, 393]
right-column	[1169, 117, 1568, 2316]
headline: ΚΛΕΙΝΟΥΝ ΤΑ ΣΥΝΔΙΚΑΤΑ ΣΤΗΝ ΙΣΠΑΝΙΑ	[1229, 400, 1509, 505]
main-banner	[22, 44, 1159, 111]
section-subhead: ΑΠΟΔΟΚΙΜΑΖΕΤΑΙ Ο ΓΚΕΡΙΓΚ	[458, 1532, 595, 1562]
section-subhead: ΚΑΤΑΔΙΚΕΣ ΑΠΕΡΓΩΝ	[264, 977, 408, 992]
paragraph: Μέλη φάνηκε ἡ ἀστυνομία, οἱ γυναῖκες τῆς συνοικίας ξεσηκώθηκαν, ἐνῶ ἔρχεται ἀργὰ κι ὁ χτυπητὴς τῶν πραγμάτων. Οἱ Ἁγ. Στυλιανοῦ καὶ ἄλλες ἐργάτικες στεγαὶ ἔβρεψαν ἀπ' ὅλη τὴν περιοχή. Μὲ φωνὲς καὶ ἀποδοκιμασίες ἡ φτωχολογιὰ ἐδιώχνε τοὺς ἀστυφύλακες ποὺ ἦρθαν νὰ κατεδαφίσουν τὸ σπίτι καὶ ἔπρεπε νὰ γυρίσουν πίσω — μὲ χιλιάδες κόπους κατώρθωσαν νὰ φύγουν.	[20, 330, 221, 539]
paragraph: Τὰ ἔργα αὐτὰ θὰ φορτωθοῦν στὶς πλάτες τῶν φτωχῶν δημοτῶν μὲ νέους φόρους, ἐνῶ οἱ ἐργολάβοι θὰ κερδίσουν ἑκατομμύρια.	[20, 2006, 223, 2082]
paragraph: ΘΕΣ/ΝΙΚΗ, 18 τοῦ Μάη. (Τοῦ ἀνταποκριτῆ μας).— Χτὲς ἔγιναν συλλήψεις καπνεργατῶν στὸ καπνομάγαζο Κομέρσιαλ ἐπειδὴ ζήτησαν αὔξηση μεροκάματος. Οἱ ἐργάτες κήρυξαν στάση διαμαρτυρίας.	[449, 581, 615, 731]
subheadline: ΔΗΛΩΣΕΙΣ ΤΟΥ ΜΑΚΝΤΟΝΑΛΝΤ	[1265, 204, 1472, 262]
subheadline: ΓΙΑ ΤΗΝ ΑΝΤΙΦΑΣΙΣΤΙΚΗ ΣΥΝΔΙΑΣΚΕΨΗ ΤΗΣ ΑΘΗΝΑΣ	[458, 888, 933, 909]
subheadline: ΘΕΛΟΥΝ ΝΑ ΓΚΡΕΜΙΣΟΥΝ ΤΑ ΦΤΩΧΟΣΠΙΤΑ ΤΟΥΣ	[49, 172, 408, 189]
foreign-banner	[1169, 44, 1572, 111]
paragraph: Οἱ ἐργάτες ζητοῦν τὴν ἀπελευθέρωση τῶν συλληφθέντων καὶ τὴν ἱκανοποίηση τῶν αἰτημάτων τους. Μεγάλη συγκέντρωση θὰ γίνει αὔριο.	[629, 659, 796, 764]
paragraph: «Ἡ ἐπιτροπὴ ἀνέρχεται τώρα σὲ δέκα μέλη καὶ ζητᾶ ἀπὸ ὅλους τοὺς φτωχοὺς τοῦ συνοικισμοῦ νὰ σταθοῦν ἀλληλέγγυοι». Οἱ ἐκπρόσωποι θὰ συναντήσουν αὔριο τὸν ἁρμόδιο ὑπάλληλο.	[235, 626, 437, 732]
paragraph: Οἱ ἐργάτες ἐκφράζουν τὸν θαυμασμό τους γιὰ τὸ σοσιαλιστικὸ οἰκοδόμημα.	[1378, 1650, 1568, 1696]
article-bakers-rally	[959, 823, 1157, 1254]
column-rule	[443, 115, 445, 2314]
paragraph: Οἱ ἐργάτες ζητοῦν ὀκτάωρο, αὔξηση καὶ κατάργηση τῶν προστίμων. Χτὲς κατέβηκαν καὶ τὰ ἄλλα ἐργοστάσια.	[933, 1871, 1157, 1932]
center-side-column	[959, 819, 1157, 1593]
article-body	[1169, 701, 1568, 1495]
left-column	[20, 117, 437, 2316]
article-mayor-works	[20, 1881, 223, 2134]
